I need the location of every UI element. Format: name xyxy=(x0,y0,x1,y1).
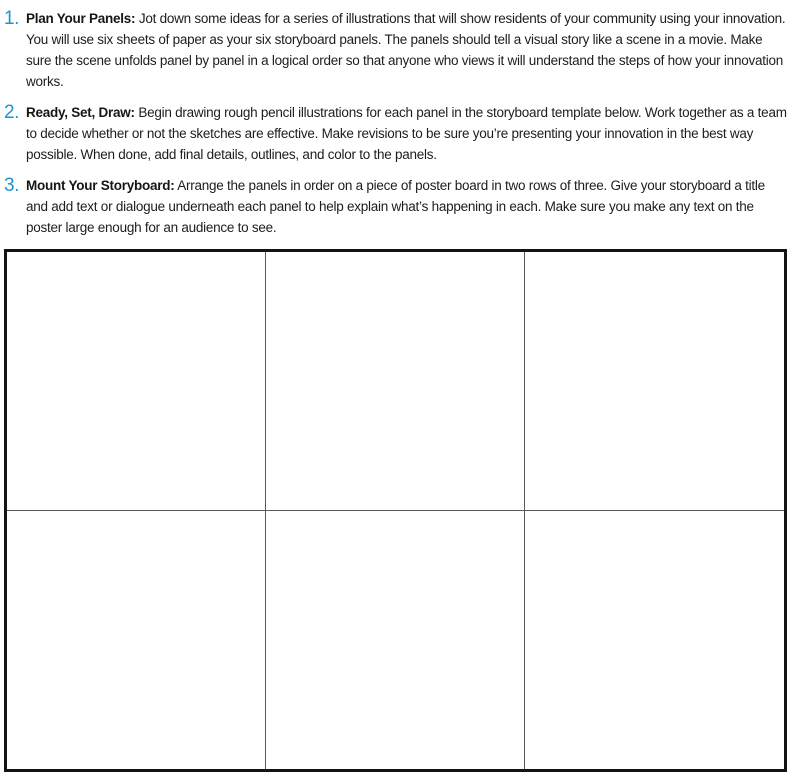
storyboard-panel-4 xyxy=(7,511,266,770)
instruction-3-text: Arrange the panels in order on a piece of poster board in two rows of three. Give your storyboard a title and add text or dialogue underneath each panel to help explain what’s happening in each. Make sure you make any text on the poster large enough for an audience to see. xyxy=(26,178,765,235)
storyboard-panel-5 xyxy=(266,511,525,770)
instruction-2-paragraph xyxy=(26,102,788,165)
instruction-1-paragraph xyxy=(26,8,788,92)
instruction-item-2 xyxy=(4,102,791,165)
item-1-number: 1. xyxy=(4,8,19,29)
storyboard-grid xyxy=(4,249,787,772)
instruction-2-label: Ready, Set, Draw: xyxy=(26,105,135,120)
instruction-2-text: Begin drawing rough pencil illustrations for each panel in the storyboard template below. Work together as a team to decide whether or not the sketches are effective. Make revisions to be sure you’re presenting your innovation in the best way possible. When done, add final details, outlines, and color to the panels. xyxy=(26,105,787,162)
instruction-item-3 xyxy=(4,175,791,238)
instruction-item-1 xyxy=(4,8,791,92)
instruction-1-label: Plan Your Panels: xyxy=(26,11,136,26)
item-3-number: 3. xyxy=(4,175,19,196)
storyboard-panel-2 xyxy=(266,252,525,511)
storyboard-panel-1 xyxy=(7,252,266,511)
instruction-3-label: Mount Your Storyboard: xyxy=(26,178,175,193)
instruction-1-text: Jot down some ideas for a series of illustrations that will show residents of your community using your innovation. You will use six sheets of paper as your six storyboard panels. The panels should tell a visual story like a scene in a movie. Make sure the scene unfolds panel by panel in a logical order so that anyone who views it will understand the steps of how your innovation works. xyxy=(26,11,786,89)
storyboard-panel-3 xyxy=(525,252,784,511)
item-2-number: 2. xyxy=(4,102,19,123)
instruction-3-paragraph xyxy=(26,175,788,238)
storyboard-panel-6 xyxy=(525,511,784,770)
instructions-list xyxy=(4,8,791,238)
